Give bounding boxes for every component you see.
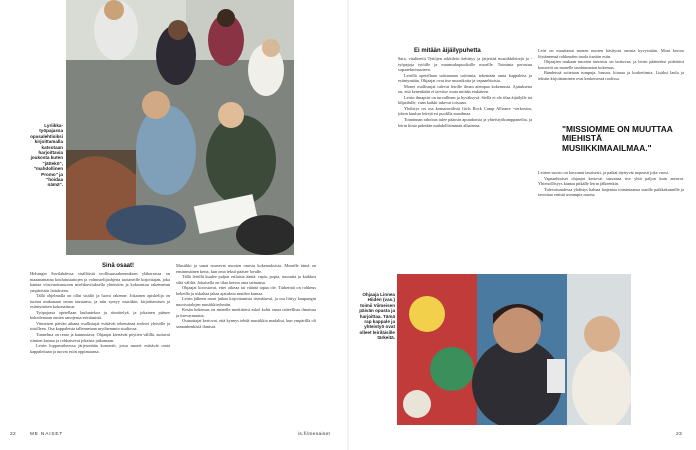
paragraph: Ohjaajien mukaan nuorten innostus on tarttuvaa, ja leirin päätteeksi pidettävä konsertti on monelle unohtumaton kokemus. xyxy=(538,59,684,70)
paragraph: Osanottajat kertovat, että kynnys tehdä musiikkia madaltui, kun ympärillä oli samanhenkisiä ihmisiä. xyxy=(176,318,316,330)
paragraph: Sara, vitaliteetit Tyttöjen rokkileiri kehittyy ja järjestää musiikkileirejä ja -työpajoja tytöille ja muunsukupuolisille nuorille. Toiminta perustuu vapaaehtoisuuteen. xyxy=(398,56,532,73)
paragraph: Leirin ilmapiiri on turvallinen ja hyväksyvä. Siellä ei ole tilaa äijäilylle tai kilpailulle, vaan kaikki tukevat toisiaan. xyxy=(398,94,532,106)
paragraph: Tällä leirillä kuulee paljon erilaisia ääniä: rapia, popia, runoutta ja kaikkea siltä väliltä. Jokaisella on tilaa kertoa oma tarinansa. xyxy=(176,274,316,285)
paragraph: Leirin jälkeen moni jatkaa kirjoittamista itsenäisesti, ja osa liittyy kaupungin nuorisotalojen musiikkiryhmiin. xyxy=(176,296,316,307)
rap-session-photo xyxy=(397,274,631,425)
paragraph: Leirien suosio on kasvanut tasaisesti, ja paikat täyttyvät nopeasti joka vuosi. xyxy=(538,170,670,175)
photo-caption: Ohjaaja Linnea Hiidén (vas.) toimii Viimeisen päivän opasta ja harjoittaa. Tämä rap kappale ja yhteistyö ovat olleet leiriläisille tärkeitä. xyxy=(359,292,395,341)
paragraph: Tällä ohjelmalla on ollut sisältö ja luova rakenne. Jokainen opiskelija on tuonut mukanaan oman taustansa, ja niin syntyy musiikin, kirjoittamisen ja esiintymisen kokonaisuus. xyxy=(30,293,170,310)
article-column-5 xyxy=(538,170,684,256)
paragraph: Leiri on muuttanut monen nuoren käsitystä omista kyvyistään. Moni kertoo löytäneensä rohkeuden tuoda itseään esiin. xyxy=(538,48,684,59)
page-number: 22 xyxy=(10,432,16,437)
paragraph: Helsingin Suvilahdessa sisällöistä teollisuusrakennuksen yläkerrassa on maaanantaina koulutustaitojen ja valmistelijaohjetta tuotaneille kirjoittajan, joka kantaa viisivuotisnuoren mielikuvituksella yhteisöön ja kokoontuu rakennetun ympäristön laitokseen. xyxy=(30,271,170,293)
workshop-photo xyxy=(66,0,294,255)
paragraph: Leirin loppuvaiheessa järjestetään konsertti, jossa nuoret esittävät omia kappaleitaan ja tuovat esiin oppimaansa. xyxy=(30,343,170,354)
website-url: is.fi/menaiset xyxy=(298,432,331,437)
paragraph: Viimeisen päivän aikana osallistujat esittävät tekemänsä teokset yleisölle ja toisilleen. Osa kappaleista tallennetaan myöhemmin studiossa. xyxy=(30,320,170,332)
paragraph: Tunnelma on rento ja kannustava. Ohjaajat kiertävät pöytien välillä, auttavat riimien kanssa ja rohkaisevat jokaista jatkamaan. xyxy=(30,332,170,343)
paragraph: Leirillä opetellaan soittamaan soittimia, tekemään omia kappaleita ja esiintymään. Ohjaajat ovat itse muusikoita ja vapaaehtoisia. xyxy=(398,72,532,84)
section-title: Ei mitään äijäilypuhetta xyxy=(414,48,481,54)
section-title: Sinä osaat! xyxy=(102,263,135,269)
paragraph: Kesän kokemus on monelle merkittävä askel kohti omaa taiteellista ilmaisua ja itsevarmuutta. xyxy=(176,307,316,318)
paragraph: Vapaaehtoiset ohjaajat kertovat saavansa itse yhtä paljon kuin antavat. Yhteisöllisyys kantaa pitkälle leirin jälkeenkin. xyxy=(538,175,684,187)
page-number: 23 xyxy=(676,432,682,437)
paragraph: Yhdistys on osa kansainvälistä Girls Rock Camp Alliance -verkostoa, johon kuuluu leirejä eri puolilla maailmaa. xyxy=(398,105,532,117)
paragraph: Työpajassa opetellaan lauluntekoa ja riimittelyä, ja jokainen pääsee kokeilemaan omien sanojensa esittämistä. xyxy=(30,309,170,321)
paragraph: Tulevaisuudessa yhdistys haluaa laajentaa toimintaansa uusille paikkakunnille ja tavoittaa entistä useampia nuoria. xyxy=(538,186,684,198)
workshop-photo-illustration xyxy=(66,0,294,255)
rap-session-photo-illustration xyxy=(397,274,631,425)
paragraph: Ohjaajat korostavat, ettei oikeaa tai väärää tapaa ole. Tärkeintä on rohkeus kokeilla ja uskaltaa jakaa ajatuksia muiden kanssa. xyxy=(176,285,316,296)
article-column-1 xyxy=(30,271,170,427)
paragraph: Bändeissä soitetaan rumpuja, bassoa, kitaraa ja koskettimia. Lisäksi laulu ja tekstin kirjoittaminen ovat keskeisessä roolissa. xyxy=(538,70,684,81)
pull-quote: "MISSIOMME ON MUUTTAA MIEHISTÄ MUSIIKKIMAAILMAA." xyxy=(562,124,673,153)
article-column-3 xyxy=(398,56,532,256)
article-column-4 xyxy=(538,48,684,122)
page-gutter xyxy=(347,0,349,450)
paragraph: Musiikki ja sanat nousevat nuorten omista kokemuksista. Monelle tämä on ensimmäinen kerta, kun oma teksti pääsee lavalle. xyxy=(176,263,316,274)
magazine-name: ME NAISET xyxy=(30,432,64,437)
photo-caption: Lyriikka-työpajassa opasalehtisiksi kirjoittamalla katsotaan harjoittavia joukosta kuten "jättekö", "mahdollinen Promo" ja "hoidaa nämä". xyxy=(30,123,63,188)
article-column-2 xyxy=(176,263,316,427)
paragraph: Monet osallistujat tulevat leirille ilman aiempaa kokemusta. Ajatuksena on, että kenenkään ei tarvitse osata mitään etukäteen. xyxy=(398,83,532,95)
paragraph: Toiminnan rahoitus tulee pääosin apurahoista ja yhteistyökumppaneilta, ja leirin hinta pidetään mahdollisimman alhaisena. xyxy=(398,117,532,128)
